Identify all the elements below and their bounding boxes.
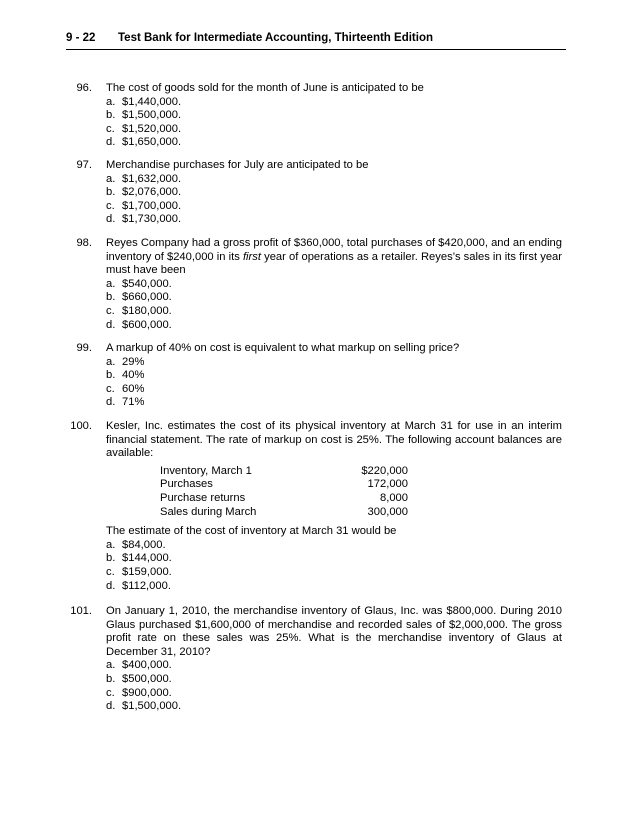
option-c: c. $1,700,000. (106, 199, 182, 212)
question-number: 99. (76, 342, 92, 354)
question-number: 101. (70, 605, 92, 617)
option-d: d. $1,650,000. (106, 136, 182, 149)
question-followup: The estimate of the cost of inventory at March 31 would be (106, 525, 397, 538)
question-body (106, 342, 562, 410)
page-number: 9 - 22 (66, 32, 96, 44)
option-a: a. $540,000. (106, 277, 172, 290)
option-b: b. $1,500,000. (106, 109, 182, 122)
question-body (106, 420, 562, 593)
table-row: Sales during March 300,000 (160, 505, 408, 518)
option-c: c. $900,000. (106, 686, 172, 699)
question-body (106, 159, 562, 227)
option-a: a. $400,000. (106, 659, 172, 672)
question-number: 98. (76, 237, 92, 249)
question-stem: On January 1, 2010, the merchandise inventory of Glaus, Inc. was $800,000. During 2010 Glaus purchased $1,600,000 of merchandise and recorded sales of $2,000,000. The gross profit rate on these sales was 25%. What is the merchandise inventory of Glaus at December 31, 2010? (106, 605, 562, 658)
table-row: Inventory, March 1 $220,000 (160, 464, 408, 477)
question-body (106, 237, 562, 332)
question-number: 100. (70, 420, 92, 432)
account-balances-table (160, 465, 408, 519)
page-header (66, 31, 566, 50)
option-c: c. 60% (106, 382, 145, 395)
option-d: d. $1,730,000. (106, 213, 182, 226)
option-a: a. $84,000. (106, 538, 166, 551)
question-stem: The cost of goods sold for the month of June is anticipated to be (106, 82, 424, 94)
option-c: c. $1,520,000. (106, 122, 182, 135)
question-stem: Reyes Company had a gross profit of $360,000, total purchases of $420,000, and an ending inventory of $240,000 in its first year of operations as a retailer. Reyes’s sales in its first year must have been (106, 237, 563, 277)
question-stem: Merchandise purchases for July are anticipated to be (106, 159, 369, 171)
question-stem: Kesler, Inc. estimates the cost of its physical inventory at March 31 for use in an interim financial statement. The rate of markup on cost is 25%. The following account balances are available: (106, 420, 562, 460)
question-number: 96. (76, 82, 92, 94)
option-b: b. $660,000. (106, 291, 172, 304)
question-body (106, 82, 562, 150)
option-d: d. $1,500,000. (106, 700, 182, 713)
option-c: c. $180,000. (106, 304, 172, 317)
question-number: 97. (76, 159, 92, 171)
option-a: a. $1,440,000. (106, 95, 182, 108)
option-d: d. $112,000. (106, 579, 171, 592)
option-a: a. $1,632,000. (106, 172, 182, 185)
question-stem: A markup of 40% on cost is equivalent to what markup on selling price? (106, 342, 460, 354)
option-a: a. 29% (106, 355, 145, 368)
option-b: b. $500,000. (106, 672, 172, 685)
option-b: b. 40% (106, 369, 145, 382)
table-row: Purchase returns 8,000 (160, 491, 408, 504)
question-body (106, 605, 562, 714)
option-d: d. $600,000. (106, 318, 172, 331)
option-d: d. 71% (106, 396, 145, 409)
book-title: Test Bank for Intermediate Accounting, Thirteenth Edition (118, 32, 433, 44)
option-b: b. $2,076,000. (106, 186, 182, 199)
option-c: c. $159,000. (106, 565, 172, 578)
table-row: Purchases 172,000 (160, 478, 408, 491)
option-b: b. $144,000. (106, 552, 172, 565)
